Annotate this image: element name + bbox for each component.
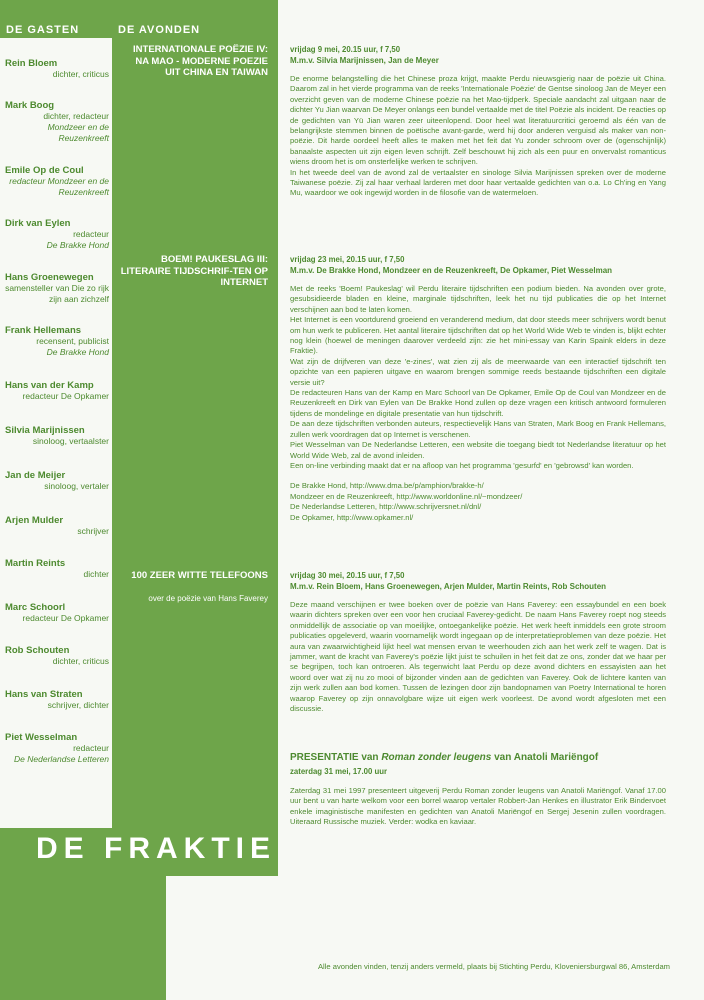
guest-entry — [5, 100, 109, 144]
evenings-heading: DE AVONDEN — [118, 24, 201, 36]
guest-role: redacteur Mondzeer en de Reuzenkreeft — [9, 176, 109, 197]
evenings-column — [112, 0, 278, 828]
guest-name: Frank Hellemans — [5, 325, 82, 336]
event-description — [290, 600, 666, 714]
link-list — [290, 481, 666, 523]
link-item[interactable]: Mondzeer en de Reuzenkreeft, http://www.worldonline.nl/~mondzeer/ — [290, 491, 523, 501]
presentation-van: van — [361, 752, 379, 763]
guest-name: Rein Bloem — [5, 58, 58, 69]
guest-entry — [5, 732, 109, 765]
guest-affiliation: Mondzeer en de Reuzenkreeft — [47, 122, 109, 143]
guest-entry — [5, 165, 109, 198]
guest-name: Arjen Mulder — [5, 515, 64, 526]
guest-entry — [5, 689, 109, 711]
guest-entry — [5, 645, 109, 667]
paragraph: Een on-line verbinding maakt dat er na afloop van het programma 'gesurfd' en 'gebrowsd' kan worden. — [290, 460, 634, 470]
event-description — [290, 74, 666, 199]
guest-affiliation: De Brakke Hond — [46, 347, 109, 357]
guest-name: Hans van Straten — [5, 689, 83, 700]
guest-role: redacteur De Opkamer — [22, 613, 109, 623]
guest-affiliation: De Brakke Hond — [46, 240, 109, 250]
guest-role: schrijver — [77, 526, 109, 536]
event-date: vrijdag 30 mei, 20.15 uur, f 7,50 — [290, 571, 405, 580]
event-subtitle: over de poëzie van Hans Faverey — [148, 594, 268, 603]
guest-affiliation: De Nederlandse Letteren — [14, 754, 109, 764]
guest-role: redacteur De Opkamer — [22, 391, 109, 401]
guest-name: Marc Schoorl — [5, 602, 66, 613]
presentation-date: zaterdag 31 mei, 17.00 uur — [290, 767, 388, 776]
guest-entry — [5, 558, 109, 580]
presentation-description — [290, 786, 666, 828]
footer-note: Alle avonden vinden, tenzij anders vermeld, plaats bij Stichting Perdu, Kloveniersburgwal 86, Amsterdam — [317, 962, 670, 971]
guest-entry — [5, 470, 109, 492]
guest-role: redacteur — [73, 229, 109, 239]
guest-name: Emile Op de Coul — [5, 165, 84, 176]
guest-name: Silvia Marijnissen — [5, 425, 85, 436]
event-title: INTERNATIONALE POËZIE IV: NA MAO - MODERNE POEZIE UIT CHINA EN TAIWAN — [133, 44, 268, 78]
guest-name: Jan de Meijer — [5, 470, 66, 481]
paragraph: De enorme belangstelling die het Chinese proza krijgt, maakte Perdu nieuwsgierig naar de poëzie uit China. Daarom zal in het vierde programma van de reeks 'Internationale Poëzie' de Gentse sinoloog Jan de Meyer een overzicht geven van de moderne Chinese poëzie na het Mao-tijdperk. Speciale aandacht zal uitgaan naar de dichter Yu Jian waarvan De Meyer onlangs een bundel vertaalde met de titel Poëzie als incident. De reacties op de gedichten van Yü Jian waren zeer uiteenlopend. Door heel wat literatuurcritici geroemd als één van de belangrijkste stemmen binnen de poëtische avant-garde, werd hij door anderen verguisd als maker van non-poëzie. Dit harde oordeel heeft alles te maken met het feit dat Yu zonder schroom over de (ogenschijnlijk) banaalste aspecten uit zijn eigen leven schrijft. Zelf beschouwt hij zich als een puur en onvervalst romanticus wiens droom het is om onsterfelijke werken te schrijven. — [290, 74, 666, 167]
link-item[interactable]: De Nederlandse Letteren, http://www.schrijversnet.nl/dnl/ — [290, 502, 482, 512]
paragraph: Het Internet is een voortdurend groeiend en veranderend medium, dat door steeds meer schrijvers wordt benut om hun werk te publiceren. Het aantal literaire tijdschriften dat op het World Wide Web te vinden is, blijkt echter nog klein (hoewel de meningen daarover verdeeld zijn: zie het mini-essay van Karin Spaink elders in deze Fraktie). — [290, 315, 666, 356]
guest-entry — [5, 218, 109, 251]
guest-name: Dirk van Eylen — [5, 218, 71, 229]
guest-entry — [5, 515, 109, 537]
guest-role: redacteur — [73, 743, 109, 753]
event-meta — [290, 44, 670, 66]
guest-role: dichter, criticus — [52, 656, 109, 666]
link-item[interactable]: De Opkamer, http://www.opkamer.nl/ — [290, 512, 414, 522]
masthead-title: DE FRAKTIE — [36, 832, 276, 865]
guest-entry — [5, 272, 109, 305]
event-title: 100 ZEER WITTE TELEFOONS — [131, 570, 268, 581]
guest-role: schrijver, dichter — [47, 700, 109, 710]
event-description — [290, 284, 666, 523]
event-participants: M.m.v. De Brakke Hond, Mondzeer en de Reuzenkreeft, De Opkamer, Piet Wesselman — [290, 266, 613, 275]
event-title: BOEM! PAUKESLAG III: LITERAIRE TIJDSCHRIF-TEN OP INTERNET — [120, 254, 268, 288]
guest-entry — [5, 325, 109, 358]
event-date: vrijdag 23 mei, 20.15 uur, f 7,50 — [290, 255, 405, 264]
presentation-meta — [290, 766, 670, 777]
event-meta — [290, 570, 670, 592]
paragraph: Zaterdag 31 mei 1997 presenteert uitgeverij Perdu Roman zonder leugens van Anatoli Mariëngof. Vanaf 17.00 uur bent u van harte welkom voor een borrel waarop vertaler Robbert-Jan Henkes en illustrator Erik Bindervoet enkele imaginistische manifesten en gedichten van Anatoli Mariëngof en Sergej Jesenin zullen voordragen. Uiteraard Russische muziek. Verder: wodka en kaviaar. — [290, 786, 666, 827]
guest-name: Rob Schouten — [5, 645, 70, 656]
guest-role: dichter, criticus — [52, 69, 109, 79]
guest-name: Mark Boog — [5, 100, 55, 111]
paragraph: De redacteuren Hans van der Kamp en Marc Schoorl van De Opkamer, Emile Op de Coul van Mondzeer en de Reuzenkreeft en Dirk van Eylen van De Brakke Hond zullen op deze vragen een kritisch antwoord formuleren tijdens de mondelinge en digitale presentatie van hun tijdschrift. — [290, 388, 666, 418]
link-item[interactable]: De Brakke Hond, http://www.dma.be/p/amphion/brakke-h/ — [290, 481, 484, 491]
guests-header-bar — [0, 0, 112, 38]
guest-name: Piet Wesselman — [5, 732, 78, 743]
paragraph: Wat zijn de drijfveren van deze 'e-zines', wat zien zij als de meerwaarde van een interactief tijdschrift ten opzichte van een papieren uitgave en waarom brengen sommige reeds bestaande tijdschriften een digitale versie uit? — [290, 356, 666, 387]
guest-role: sinoloog, vertaalster — [32, 436, 109, 446]
presentation-author: Anatoli Mariëngof — [513, 752, 599, 763]
paragraph: Deze maand verschijnen er twee boeken over de poëzie van Hans Faverey: een essaybundel en een boek waarin dichters spreken over een voor hen cruciaal Faverey-gedicht. De naam Hans Faverey roept nog steeds onmiddellijk de associatie op van moeilijke, ontoegankelijke poëzie. Het werk heeft inmiddels een grote stroom publicaties opgeleverd, waarin voornamelijk wordt ingegaan op de interpretatieproblemen van deze poëzie. Het aura van zwaarwichtigheid lijkt heel wat mensen ervan te weerhouden zich aan het werk zelf te wagen. Dat is jammer, want de kracht van Faverey's poëzie lijkt juist te schuilen in het feit dat ze ons, zonder dat we haar per se begrijpen, toch kan ontroeren. Als tegenwicht laat Perdu op deze avond dichters en essayisten aan het woord over wat zij nu zo mooi of bijzonder vinden aan de gedichten van Faverey. Ook de lichtere kanten van zijn werk zullen aan bod komen. Tussen de lezingen door zijn bandopnamen van Poetry International te horen waarop Faverey op zijn onnavolgbare wijze uit eigen werk voorleest. De avond wordt afgesloten met een discussie. — [290, 600, 666, 714]
guest-name: Hans Groenewegen — [5, 272, 94, 283]
paragraph: Piet Wesselman van De Nederlandse Letteren, een website die toegang biedt tot Nederlandse literatuur op het World Wide Web, zal de avond inleiden. — [290, 440, 666, 460]
event-meta — [290, 254, 670, 276]
guest-role: samensteller van Die zo rijk zijn aan zichzelf — [5, 283, 109, 304]
guest-entry — [5, 425, 109, 447]
guest-entry — [5, 380, 109, 402]
presentation-label: PRESENTATIE — [290, 752, 359, 763]
guest-role: recensent, publicist — [36, 336, 109, 346]
guest-entry — [5, 58, 109, 80]
guest-role: dichter, redacteur — [43, 111, 109, 121]
presentation-book: Roman zonder leugens — [381, 752, 492, 763]
guest-role: dichter — [83, 569, 109, 579]
paragraph: In het tweede deel van de avond zal de vertaalster en sinologe Silvia Marijnissen spreken over de moderne Taiwanese poëzie. Zij zal haar verhaal larderen met door haar vertaalde gedichten van o.a. Lo Ch'ing en Yang Mu, waardoor we ook ingewijd worden in de filosofie van de watermeloen. — [290, 167, 666, 198]
guest-entry — [5, 602, 109, 624]
guest-name: Hans van der Kamp — [5, 380, 94, 391]
guest-name: Martin Reints — [5, 558, 66, 569]
presentation-title — [290, 752, 598, 763]
presentation-van: van — [494, 752, 512, 763]
paragraph: Met de reeks 'Boem! Paukeslag' wil Perdu literaire tijdschriften een podium bieden. Na avonden over grote, gesubsidieerde bladen en kleine, marginale tijdschriften, leek het nu tijd publicaties die op het Internet verschijnen aan bod te laten komen. — [290, 284, 666, 314]
event-participants: M.m.v. Silvia Marijnissen, Jan de Meyer — [290, 56, 439, 65]
event-date: vrijdag 9 mei, 20.15 uur, f 7,50 — [290, 45, 401, 54]
guest-role: sinoloog, vertaler — [44, 481, 109, 491]
event-participants: M.m.v. Rein Bloem, Hans Groenewegen, Arjen Mulder, Martin Reints, Rob Schouten — [290, 582, 607, 591]
paragraph: De aan deze tijdschriften verbonden auteurs, respectievelijk Hans van Straten, Mark Boog en Frank Hellemans, zullen werk voordragen dat op Internet is verschenen. — [290, 419, 666, 439]
guests-heading: DE GASTEN — [6, 24, 80, 36]
